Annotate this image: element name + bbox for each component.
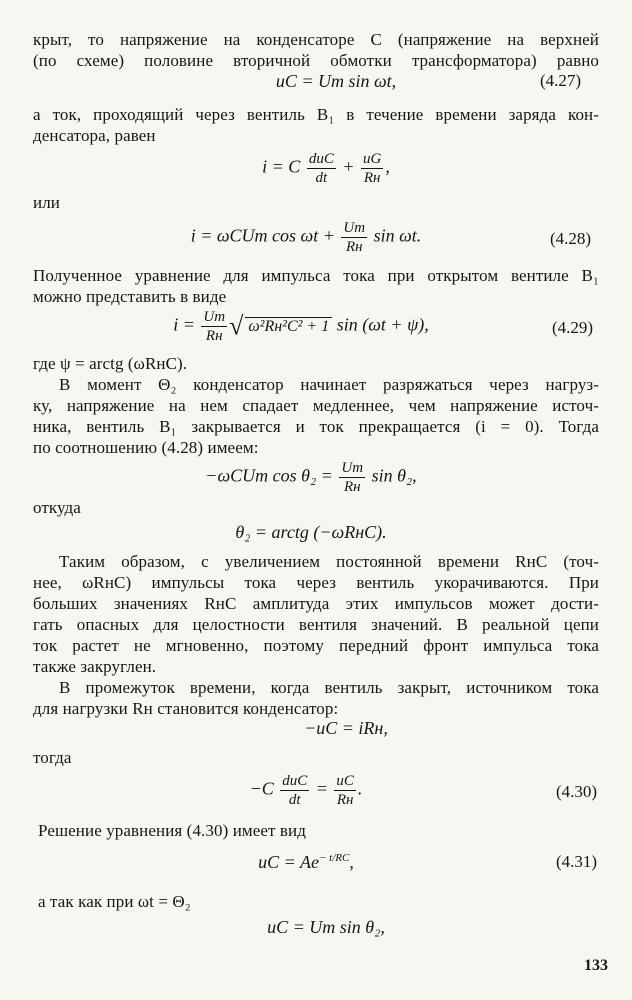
equation-number: (4.31) xyxy=(556,852,598,871)
text-line: В промежуток времени, когда вентиль закрыт, источником тока xyxy=(59,678,599,697)
equation-number: (4.29) xyxy=(552,318,594,337)
equation-part: = xyxy=(315,778,328,799)
equation-part: , xyxy=(385,156,390,177)
radicand: ω²Rн²C² + 1 xyxy=(245,317,332,336)
text-line: также закруглен. xyxy=(33,657,157,676)
text-line: ку, напряжение на нем спадает медленнее, чем напряжение источ- xyxy=(33,396,599,415)
equation-part: sin (ωt + ψ), xyxy=(336,314,429,335)
text-line: тогда xyxy=(33,748,72,767)
fraction-denominator: dt xyxy=(315,170,328,186)
equation-body: θ₂ = arctg (−ωRнC). xyxy=(235,522,387,542)
equation-number: (4.28) xyxy=(550,229,592,248)
fraction-numerator: Um xyxy=(203,309,226,325)
text-line: а ток, проходящий через вентиль B₁ в течение времени заряда кон- xyxy=(33,105,599,124)
equation-body xyxy=(250,772,363,809)
fraction xyxy=(334,772,356,809)
equation-4-27 xyxy=(0,71,632,92)
equation-part: −ωCUm cos θ₂ = xyxy=(205,465,333,486)
text-line: Таким образом, с увеличением постоянной времени RнC (точ- xyxy=(59,552,599,571)
exponent: − t/RC xyxy=(318,852,350,864)
fraction-numerator: duC xyxy=(282,773,308,789)
text-line: по соотношению (4.28) имеем: xyxy=(33,438,259,457)
fraction-numerator: uC xyxy=(336,773,354,789)
equation-body xyxy=(262,150,390,187)
page-number: 133 xyxy=(584,957,608,974)
equation-part: , xyxy=(349,852,354,872)
equation-current xyxy=(0,150,632,187)
equation-part: −C xyxy=(249,778,274,799)
fraction xyxy=(361,150,383,187)
text-line: больших значениях RнC амплитуда этих импульсов может дости- xyxy=(33,594,599,613)
text-line: (по схеме) половине вторичной обмотки трансформатора) равно xyxy=(33,51,599,70)
equation-part: . xyxy=(357,778,363,799)
fraction-denominator: Rн xyxy=(345,239,363,255)
equation-last xyxy=(0,917,632,938)
text-line: откуда xyxy=(33,498,81,517)
equation-body: uC = Um sin ωt, xyxy=(275,71,397,91)
fraction-denominator: Rн xyxy=(336,792,354,808)
fraction-numerator: Um xyxy=(343,220,366,236)
text-line: а так как при ωt = Θ₂ xyxy=(38,892,191,911)
text-line: Решение уравнения (4.30) имеет вид xyxy=(38,821,307,840)
text-line: денсатора, равен xyxy=(33,126,156,145)
equation-body xyxy=(191,219,422,256)
text-line: гать опасных для целостности вентиля значений. В реальной цепи xyxy=(33,615,599,634)
text-line: Полученное уравнение для импульса тока при открытом вентиле B₁ xyxy=(33,266,599,285)
equation-number: (4.30) xyxy=(556,782,598,801)
equation-part: i = ωCUm cos ωt + xyxy=(190,225,335,246)
fraction-numerator: duC xyxy=(308,151,334,167)
text-line: крыт, то напряжение на конденсаторе C (напряжение на верхней xyxy=(33,30,599,49)
fraction-denominator: Rн xyxy=(363,170,381,186)
equation-part: i = C xyxy=(262,156,301,177)
text-line: или xyxy=(33,193,60,212)
equation-cos xyxy=(0,459,632,496)
equation-part: uC = Ae xyxy=(258,852,319,872)
fraction-denominator: dt xyxy=(288,792,301,808)
fraction-denominator: Rн xyxy=(343,479,361,495)
equation-body xyxy=(258,852,354,873)
fraction xyxy=(341,219,367,256)
fraction-numerator: uG xyxy=(362,151,382,167)
text-line: нее, ωRнC) импульсы тока через вентиль укорачиваются. При xyxy=(33,573,599,592)
equation-theta xyxy=(0,522,632,543)
text-line: можно представить в виде xyxy=(33,287,227,306)
text-line: где ψ = arctg (ωRнC). xyxy=(33,354,188,373)
equation-body xyxy=(173,308,429,345)
fraction-denominator: Rн xyxy=(205,328,223,344)
equation-number: (4.27) xyxy=(540,71,582,90)
fraction xyxy=(307,150,336,187)
equation-4-28 xyxy=(0,219,632,256)
equation-ir xyxy=(0,718,632,739)
fraction-numerator: Um xyxy=(341,460,364,476)
fraction xyxy=(339,459,365,496)
equation-4-30 xyxy=(0,772,632,809)
equation-part: i = xyxy=(173,314,195,335)
equation-body: uC = Um sin θ₂, xyxy=(267,917,385,937)
radical-sign: √ xyxy=(229,311,244,341)
equation-body: −uC = iRн, xyxy=(304,718,388,738)
fraction xyxy=(280,772,309,809)
equation-part: + xyxy=(342,156,355,177)
fraction xyxy=(201,308,227,345)
equation-4-29 xyxy=(0,308,632,345)
text-line: ника, вентиль B₁ закрывается и ток прекращается (i = 0). Тогда xyxy=(33,417,599,436)
text-line: В момент Θ₂ конденсатор начинает разряжаться через нагруз- xyxy=(59,375,599,394)
text-line: ток растет не мгновенно, поэтому передний фронт импульса тока xyxy=(33,636,599,655)
equation-part: sin θ₂, xyxy=(371,465,417,486)
equation-4-31 xyxy=(0,852,632,873)
text-line: для нагрузки Rн становится конденсатор: xyxy=(33,699,339,718)
equation-part: sin ωt. xyxy=(373,225,422,246)
equation-body xyxy=(205,459,416,496)
